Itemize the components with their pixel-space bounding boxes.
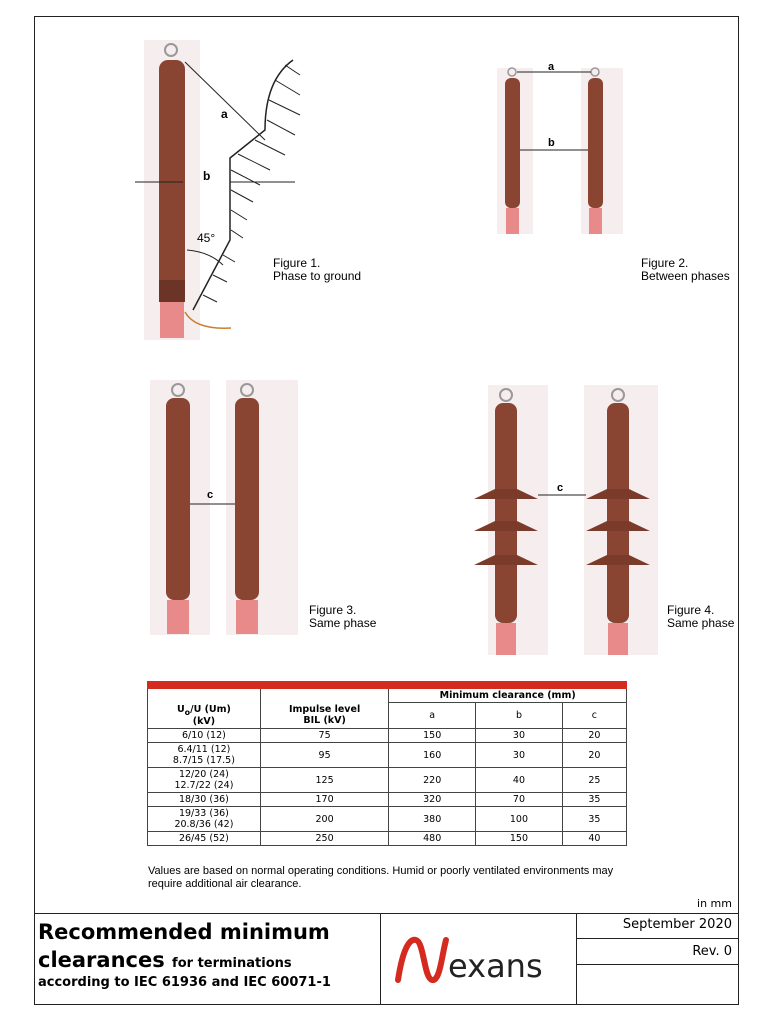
col-c-header: c [562, 703, 626, 729]
figure-3-caption: Figure 3. Same phase [309, 603, 377, 630]
fig2-label-b: b [548, 137, 555, 149]
figure-1-drawing [135, 40, 305, 340]
table-row: 26/45 (52) 250 480 150 40 [148, 832, 627, 846]
unit-label: in mm [697, 897, 732, 910]
table-row: 19/33 (36) 20.8/36 (42) 200 380 100 35 [148, 807, 627, 832]
col-a-header: a [389, 703, 476, 729]
figure-1-caption: Figure 1. Phase to ground [273, 256, 362, 283]
figure-3-drawing [150, 380, 300, 635]
col-b-header: b [476, 703, 563, 729]
table-row: 18/30 (36) 170 320 70 35 [148, 793, 627, 807]
title-line-3: according to IEC 61936 and IEC 60071-1 [38, 975, 331, 990]
figure-4-drawing [472, 385, 662, 655]
logo-text: exans [448, 947, 543, 985]
fig2-label-a: a [548, 61, 555, 73]
title-line-2: clearances for terminations [38, 948, 292, 972]
fig1-label-angle: 45° [197, 231, 216, 245]
group-header: Minimum clearance (mm) [389, 689, 627, 703]
col-voltage-header: $U_o/U$ (Um) (kV) [148, 703, 261, 729]
table-row: 12/20 (24) 12.7/22 (24) 125 220 40 25 [148, 768, 627, 793]
table-row: 6.4/11 (12) 8.7/15 (17.5) 95 160 30 20 [148, 743, 627, 768]
fig4-label-c: c [557, 482, 564, 494]
nexans-logo [394, 934, 564, 986]
fig1-label-a: a [221, 107, 228, 121]
table-row: 6/10 (12) 75 150 30 20 [148, 729, 627, 743]
date: September 2020 [622, 917, 732, 932]
title-block [34, 913, 739, 1005]
footnote: Values are based on normal operating conditions. Humid or poorly ventilated environments may require additional air clearance. [148, 865, 614, 890]
title-line-1: Recommended minimum [38, 920, 330, 944]
figure-2-caption: Figure 2. Between phases [641, 256, 730, 283]
col-impulse-header: Impulse level BIL (kV) [260, 703, 388, 729]
fig1-label-b: b [203, 169, 211, 183]
revision: Rev. 0 [692, 944, 732, 959]
figure-2-drawing [495, 58, 635, 236]
fig3-label-c: c [207, 489, 214, 501]
clearance-table [147, 681, 627, 846]
figure-4-caption: Figure 4. Same phase [667, 603, 735, 630]
